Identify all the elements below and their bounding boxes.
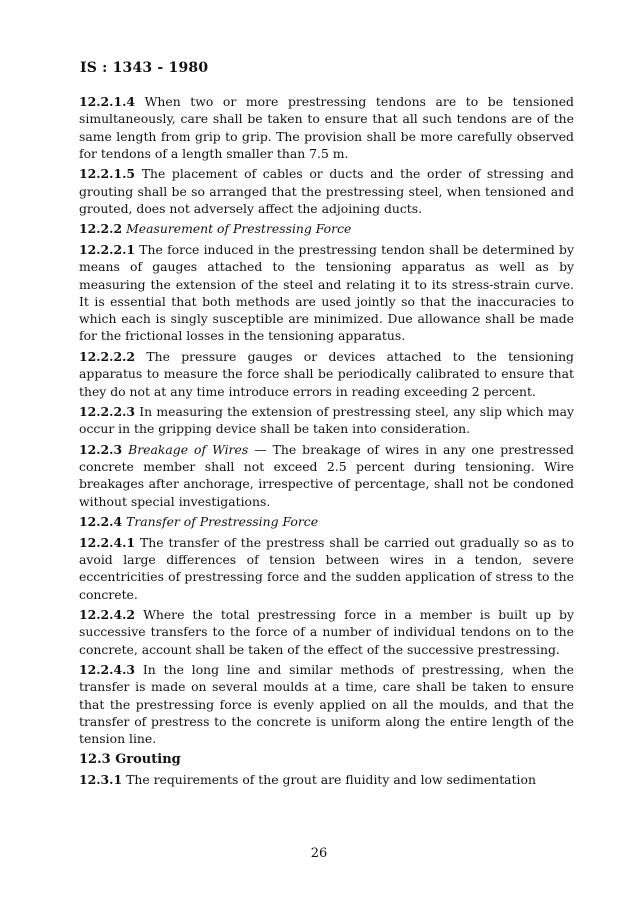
section-number: 12.2.2 <box>79 221 123 237</box>
clause-12-2-4-3 <box>79 661 574 747</box>
clause-text: The transfer of the prestress shall be carried out gradually so as to avoid large differences of tension between wires in a tendon, severe eccentricities of prestressing force and the sudden application of stress to the concrete. <box>79 534 574 602</box>
clause-number: 12.2.4.1 <box>79 534 136 550</box>
section-title: Measurement of Prestressing Force <box>126 221 352 237</box>
standard-header: IS : 1343 - 1980 <box>80 60 209 76</box>
page-number: 26 <box>310 846 328 861</box>
clause-text: The placement of cables or ducts and the order of stressing and grouting shall be so arranged that the prestressing steel, when tensioned and grouted, does not adversely affect the adjoining ducts. <box>79 166 574 216</box>
section-12-2-2-heading <box>79 220 574 237</box>
clause-text: The pressure gauges or devices attached to the tensioning apparatus to measure the force shall be periodically calibrated to ensure that they do not at any time introduce errors in reading exceeding 2 percent. <box>79 348 574 399</box>
clause-number: 12.2.2.2 <box>79 348 136 364</box>
clause-text: In measuring the extension of prestressing steel, any slip which may occur in the gripping device shall be taken into consideration. <box>79 403 574 437</box>
clause-12-3-1 <box>79 771 574 788</box>
clause-text: When two or more prestressing tendons are to be tensioned simultaneously, care shall be taken to ensure that all such tendons are of the same length from grip to grip. The provision shall be more carefully observed for tendons of a length smaller than 7.5 m. <box>79 94 574 161</box>
section-12-2-4-heading <box>79 513 574 530</box>
clause-12-2-3 <box>79 441 574 510</box>
clause-number: 12.2.4.2 <box>79 607 136 622</box>
clause-12-2-2-3 <box>79 403 574 438</box>
clause-number: 12.2.4.3 <box>79 662 136 678</box>
clause-number: 12.2.2.3 <box>79 403 136 419</box>
clause-text: The requirements of the grout are fluidity and low sedimentation <box>126 772 536 788</box>
clause-text: In the long line and similar methods of prestressing, when the transfer is made on several moulds at a time, care shall be taken to ensure that the prestressing force is evenly applied on all the moulds, and that the transfer of prestress to the concrete is uniform along the entire length of the tension line. <box>79 662 574 747</box>
section-title: Transfer of Prestressing Force <box>126 514 319 530</box>
clause-12-2-2-1 <box>79 241 574 345</box>
clause-number: 12.2.1.4 <box>79 94 136 109</box>
clause-number: 12.2.2.1 <box>79 241 136 257</box>
section-number: 12.2.4 <box>79 514 123 530</box>
clause-text: The force induced in the prestressing tendon shall be determined by means of gauges attached to the tensioning apparatus as well as by measuring the extension of the steel and relating it to its stress-strain curve. It is essential that both methods are used jointly so that the inaccuracies to which each is singly susceptible are minimized. Due allowance shall be made for the frictional losses in the tensioning apparatus. <box>79 241 574 344</box>
clause-12-2-4-1 <box>79 534 574 603</box>
clause-12-2-1-4 <box>79 93 574 162</box>
clause-number: 12.3.1 <box>79 772 123 788</box>
clause-12-2-4-2 <box>79 606 574 658</box>
clause-number: 12.2.1.5 <box>79 166 136 182</box>
document-body <box>79 93 574 792</box>
section-12-3-heading: 12.3 Grouting <box>79 751 181 767</box>
clause-text: — The breakage of wires in any one prestressed concrete member shall not exceed 2.5 percent during tensioning. Wire breakages after anchorage, irrespective of percentage, shall not be condoned without special investigations. <box>79 441 574 509</box>
clause-text: Where the total prestressing force in a member is built up by successive transfers to the force of a number of individual tendons on to the concrete, account shall be taken of the effect of the successive prestressing. <box>79 607 574 657</box>
clause-12-2-1-5 <box>79 165 574 217</box>
clause-12-2-2-2 <box>79 348 574 400</box>
clause-number: 12.2.3 <box>79 441 123 457</box>
clause-title: Breakage of Wires <box>128 441 249 457</box>
